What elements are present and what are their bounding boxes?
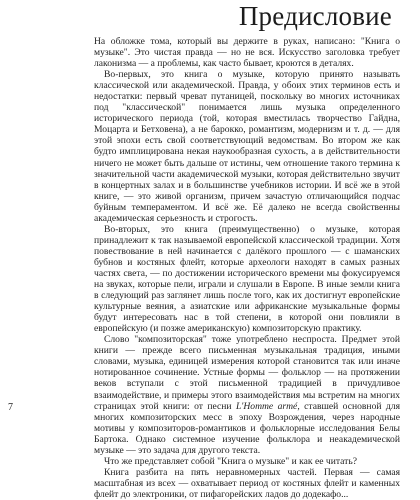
paragraph-4 — [94, 334, 400, 456]
page-number: 7 — [8, 402, 13, 413]
song-title: L'Homme armé — [235, 400, 298, 412]
paragraph-6: Книга разбита на пять неравномерных частей. Первая — самая масштабная из всех — охватывает период от костяных флейт и каменных флейт до электроники, от пифагорейских ладов до додекафо... — [94, 466, 400, 500]
paragraph-5: Что же представляет собой "Книга о музыке" и как ее читать? — [104, 455, 357, 467]
paragraph-4-text: Слово "композиторская" тоже употреблено неспроста. Предмет этой книги — прежде всего письменная музыкальная традиция, иными словами, музыка, единицей измерения которой становится так или иначе нотированное сочинение. Устные формы — фольклор — на протяжении веков вступали с этой письменной традицией в причудливое взаимодействие, и примеры этого взаимодействия мы встретим на многих страницах этой книги: от песни — [94, 334, 400, 412]
paragraph-4-rest: , ставшей основной для многих композиторских месс в эпоху Возрождения, через народные мотивы у композиторов-романтиков и фольклорные исследования Белы Бартока. Однако системное изучение фольклора и неакадемической музыке — это задача для другого текста. — [94, 400, 400, 456]
paragraph-2: Во-первых, это книга о музыке, которую принято называть классической или академической. Правда, у обоих этих терминов есть и недостатки: первый чреват путаницей, поскольку во многих источниках под "классической" понимается лишь музыка определенного исторического периода (той, которая вместилась творчество Гайдна, Моцарта и Бетховена), а не барокко, романтизм, модернизм и т. д. — для этой эпохи есть свой соответствующий ведомствам. Во втором же как будто имплицирована некая наукообразная сухость, а в действительности ничего не может быть дальше от истины, чем отношение такого термина к значительной части академической музыки, которая действительно звучит в концертных залах и в большинстве учебников истории. И всё же в этой книге, — это живой организм, причем зачастую отличающийся подчас буйным темпераментом. И всё же. Её далеко не всегда свойственны академическая серьезность и строгость. — [94, 69, 400, 224]
page-title: Предисловие — [238, 1, 392, 31]
body-text — [94, 36, 400, 500]
paragraph-1: На обложке тома, который вы держите в руках, написано: "Книга о музыке". Это чистая правда — но не вся. Искусство заголовка требует лаконизма — а проблемы, как часто бывает, кроются в деталях. — [94, 36, 400, 70]
paragraph-3: Во-вторых, это книга (преимущественно) о музыке, которая принадлежит к так называемой европейской классической традиции. Хотя повествование в ней начинается с далёкого прошлого — с шаманских бубнов и костяных флейт, которые археологи находят в самых разных частях света, — по достижении исторического времени мы фокусируемся на звуках, которые пели, играли и слушали в Европе. В иные земли книга в следующий раз заглянет лишь после того, как их достигнут европейские культурные веяния, а азиатские или африканские музыкальные формы будут интересовать нас в той степени, в которой они повлияли в европейскую (и позже американскую) композиторскую практику. — [94, 223, 400, 335]
